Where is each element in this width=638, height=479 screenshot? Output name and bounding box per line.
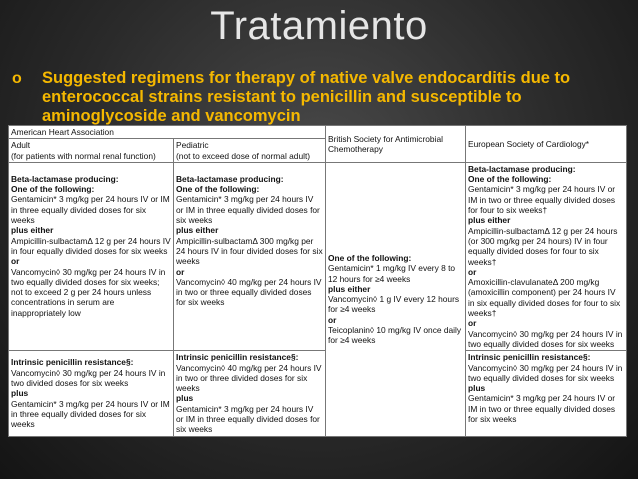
esc-bl-text3: Amoxicillin-clavulanateΔ 200 mg/kg (amoxicillin component) per 24 hours IV in six equally divided doses for four to six weeks†	[468, 277, 621, 319]
esc-ipr-plus: plus	[468, 383, 486, 394]
adult-ipr-cell	[9, 351, 174, 436]
adult-bl-one-of: One of the following:	[11, 184, 95, 195]
bsac-header: British Society for Antimicrobial Chemotherapy	[326, 126, 466, 163]
adult-bl-text1: Gentamicin* 3 mg/kg per 24 hours IV or IM in three equally divided doses for six weeks	[11, 194, 170, 226]
bsac-text1: Gentamicin* 1 mg/kg IV every 8 to 12 hours for ≥4 weeks	[328, 263, 456, 284]
adult-header: Adult (for patients with normal renal function)	[9, 139, 174, 163]
esc-header: European Society of Cardiology*	[466, 126, 627, 163]
adult-bl-text3: Vancomycin◊ 30 mg/kg per 24 hours IV in two equally divided doses for six weeks; not to exceed 2 g per 24 hours unless concentrations in serum are inappropriately low	[11, 266, 166, 318]
esc-bl-cell	[466, 162, 627, 350]
adult-ipr-text2: Gentamicin* 3 mg/kg per 24 hours IV or IM in three equally divided doses for six weeks	[11, 398, 170, 430]
adult-bl-plus-either: plus either	[11, 225, 54, 236]
aha-header: American Heart Association	[9, 126, 326, 139]
pediatric-header: Pediatric (not to exceed dose of normal adult)	[174, 139, 326, 163]
ped-bl-one-of: One of the following:	[176, 184, 260, 195]
ped-bl-text1: Gentamicin* 3 mg/kg per 24 hours IV or IM in three equally divided doses for six weeks	[176, 194, 320, 226]
bsac-text3: Teicoplanin◊ 10 mg/kg IV once daily for ≥4 weeks	[328, 324, 462, 346]
esc-bl-heading: Beta-lactamase producing:	[468, 163, 576, 174]
bullet-point	[12, 69, 612, 126]
adult-bl-heading: Beta-lactamase producing:	[11, 173, 119, 184]
ped-bl-text3: Vancomycin◊ 40 mg/kg per 24 hours IV in two or three equally divided doses for six weeks	[176, 276, 322, 308]
regimen-table	[8, 125, 627, 437]
table-row	[9, 162, 627, 350]
bsac-one-of: One of the following:	[328, 252, 412, 263]
ped-bl-plus-either: plus either	[176, 225, 219, 236]
bsac-text2: Vancomycin◊ 1 g IV every 12 hours for ≥4 weeks	[328, 294, 460, 315]
esc-bl-or2: or	[468, 318, 477, 329]
table-row	[9, 351, 627, 436]
ped-ipr-plus: plus	[176, 393, 194, 404]
esc-ipr-cell	[466, 351, 627, 436]
adult-bl-or: or	[11, 256, 20, 267]
table-row	[9, 126, 627, 139]
esc-ipr-text1: Vancomycin◊ 30 mg/kg per 24 hours IV in two equally divided doses for six weeks	[468, 362, 623, 383]
esc-bl-one-of: One of the following:	[468, 174, 552, 185]
adult-ipr-plus: plus	[11, 388, 29, 399]
ped-bl-cell	[174, 162, 326, 350]
esc-ipr-text2: Gentamicin* 3 mg/kg per 24 hours IV or IM in two or three equally divided doses for six weeks	[468, 393, 616, 425]
esc-bl-text4: Vancomycin◊ 30 mg/kg per 24 hours IV in two equally divided doses for six weeks	[468, 328, 623, 349]
bullet-text: Suggested regimens for therapy of native valve endocarditis due to enterococcal strains resistant to penicillin and susceptible to aminoglycoside and vancomycin	[42, 69, 571, 125]
ped-bl-text2: Ampicillin-sulbactamΔ 300 mg/kg per 24 hours IV in four divided doses for six weeks	[176, 235, 323, 267]
esc-bl-or: or	[468, 266, 477, 277]
ped-ipr-text1: Vancomycin◊ 40 mg/kg per 24 hours IV in two or three divided doses for six weeks	[176, 362, 322, 394]
ped-ipr-cell	[174, 351, 326, 436]
esc-bl-plus-either: plus either	[468, 215, 511, 226]
esc-bl-text1: Gentamicin* 3 mg/kg per 24 hours IV or IM in two or three equally divided doses for four to six weeks†	[468, 184, 616, 216]
ped-bl-heading: Beta-lactamase producing:	[176, 173, 284, 184]
slide-title: Tratamiento	[210, 4, 428, 48]
esc-ipr-heading: Intrinsic penicillin resistance§:	[468, 352, 591, 363]
bsac-plus-either: plus either	[328, 283, 371, 294]
adult-bl-text2: Ampicillin-sulbactamΔ 12 g per 24 hours IV in four equally divided doses for six weeks	[11, 235, 171, 256]
ped-bl-or: or	[176, 266, 185, 277]
bullet-marker: o	[12, 70, 22, 87]
ped-ipr-text2: Gentamicin* 3 mg/kg per 24 hours IV or IM in three equally divided doses for six weeks	[176, 403, 320, 435]
ped-ipr-heading: Intrinsic penicillin resistance§:	[176, 352, 299, 363]
adult-ipr-heading: Intrinsic penicillin resistance§:	[11, 357, 134, 368]
adult-bl-cell	[9, 162, 174, 350]
bsac-cell	[326, 162, 466, 436]
bsac-or: or	[328, 314, 337, 325]
adult-ipr-text1: Vancomycin◊ 30 mg/kg per 24 hours IV in two divided doses for six weeks	[11, 367, 166, 388]
esc-bl-text2: Ampicillin-sulbactamΔ 12 g per 24 hours (or 300 mg/kg per 24 hours) IV in four equally divided doses for four to six weeks†	[468, 225, 618, 267]
